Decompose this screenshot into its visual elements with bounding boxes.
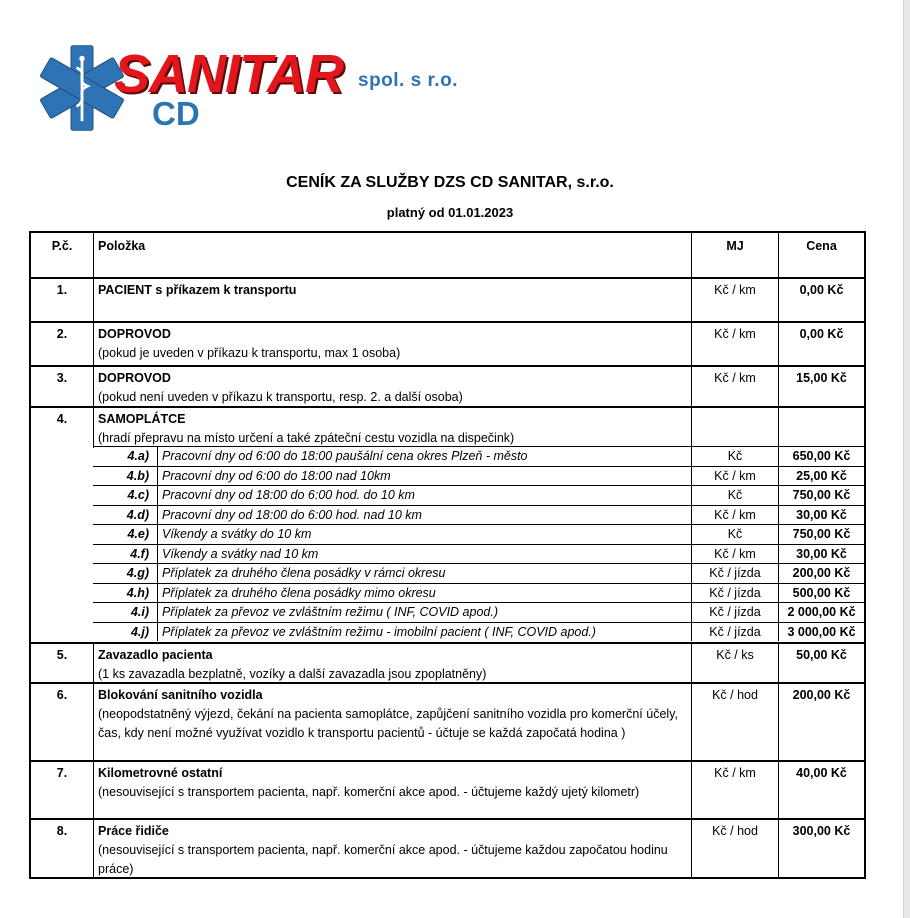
row-title: Práce řidiče [98,824,169,838]
table-row [31,642,864,682]
table-row [31,682,864,760]
subrow-code: 4.h) [126,585,149,600]
valid-from: platný od 01.01.2023 [386,205,514,220]
row-mj: Kč / km [691,279,778,321]
subrow-mj: Kč / jízda [691,564,778,583]
subrow-mj: Kč / jízda [691,603,778,622]
row-title: SAMOPLÁTCE [98,412,186,426]
row-item [93,279,691,321]
subrow-mj: Kč [691,486,778,505]
row-desc: (nesouvisející s transportem pacienta, např. komerční akce apod. - účtujeme každou započatou hodinu práce) [98,843,668,876]
subrow [93,563,864,583]
subrow-price: 650,00 Kč [778,447,864,466]
row-price: 0,00 Kč [778,323,864,365]
row-title: Zavazadlo pacienta [98,648,213,662]
row-num: 2. [56,327,68,341]
table-row [31,760,864,818]
row-item [93,684,691,760]
row-title: PACIENT s příkazem k transportu [98,283,297,297]
row-num: 4. [56,412,68,426]
row-price: 0,00 Kč [778,279,864,321]
subrow-mj: Kč / jízda [691,623,778,642]
row-num: 3. [56,371,68,385]
row-desc: (hradí přepravu na místo určení a také zpáteční cestu vozidla na dispečink) [98,431,515,445]
subrow-mj: Kč [691,525,778,544]
subrow-price: 2 000,00 Kč [778,603,864,622]
subrow-price: 30,00 Kč [778,545,864,564]
row-num: 5. [56,648,68,662]
subrow-desc: Pracovní dny od 6:00 do 18:00 paušální cena okres Plzeň - město [157,447,691,466]
subrow-code: 4.f) [130,546,149,561]
page-title: CENÍK ZA SLUŽBY DZS CD SANITAR, s.r.o. [286,174,614,191]
row-mj: Kč / km [691,762,778,818]
row-price: 40,00 Kč [778,762,864,818]
subrow-desc: Pracovní dny od 18:00 do 6:00 hod. nad 10 km [157,506,691,525]
subrow-price: 200,00 Kč [778,564,864,583]
subrow-price: 25,00 Kč [778,467,864,486]
subrow-code: 4.d) [126,507,149,522]
row-price [778,408,864,448]
row-desc: (1 ks zavazadla bezplatně, vozíky a další zavazadla jsou zpoplatněny) [98,667,487,681]
subrow-mj: Kč / km [691,545,778,564]
subrow-mj: Kč / km [691,506,778,525]
row-price: 300,00 Kč [778,820,864,877]
row-num: 6. [56,688,68,702]
subrow-desc: Příplatek za převoz ve zvláštním režimu ( INF, COVID apod.) [157,603,691,622]
subrow-desc: Víkendy a svátky do 10 km [157,525,691,544]
row-title: Blokování sanitního vozidla [98,688,263,702]
table-row [31,321,864,365]
subrow [93,622,864,642]
row-mj: Kč / hod [691,820,778,877]
table-row [31,277,864,321]
row-mj: Kč / km [691,323,778,365]
header-item: Položka [93,233,691,277]
row-desc: (pokud je uveden v příkazu k transportu, max 1 osoba) [98,346,401,360]
row-title: DOPROVOD [98,327,171,341]
header-num: P.č. [51,239,73,253]
subrow-desc: Příplatek za převoz ve zvláštním režimu - imobilní pacient ( INF, COVID apod.) [157,623,691,642]
row-price: 50,00 Kč [778,644,864,682]
subrow-mj: Kč / km [691,467,778,486]
header-price: Cena [778,233,864,277]
row-num: 1. [56,283,68,297]
logo-cd: CD [152,95,200,132]
subrow-price: 750,00 Kč [778,486,864,505]
subrow-code: 4.a) [127,449,149,463]
subrow-price: 3 000,00 Kč [778,623,864,642]
subrow-code: 4.b) [126,468,149,483]
page-edge [903,0,910,918]
logo-suffix: spol. s r.o. [358,70,458,91]
row-item [93,820,691,877]
subrow [93,544,864,564]
row-num: 8. [56,824,68,838]
company-logo [36,42,486,134]
row-item [93,644,691,682]
subrow [93,446,864,466]
row-num: 7. [56,766,68,780]
subrow [93,466,864,486]
subrow-desc: Příplatek za druhého člena posádky mimo okresu [157,584,691,603]
table-row [31,818,864,877]
subrow [93,505,864,525]
subrow-price: 30,00 Kč [778,506,864,525]
subrow-code: 4.g) [126,566,149,580]
row-price: 200,00 Kč [778,684,864,760]
table-header [31,233,864,277]
subrow-code: 4.j) [130,624,149,639]
row-desc: (pokud není uveden v příkazu k transportu, resp. 2. a další osoba) [98,390,463,404]
subrow-price: 750,00 Kč [778,525,864,544]
table-row [31,365,864,406]
row-mj [691,408,778,448]
row-item [93,367,691,406]
table-row [31,406,864,642]
subrow [93,524,864,544]
subrow-code: 4.c) [127,488,149,502]
subrow-code: 4.e) [127,527,149,541]
row-mj: Kč / ks [691,644,778,682]
subrow-mj: Kč [691,447,778,466]
header-mj: MJ [691,233,778,277]
row-title: Kilometrovné ostatní [98,766,223,780]
row-item [93,323,691,365]
logo-wordmark: SANITAR [114,44,343,104]
subrow-mj: Kč / jízda [691,584,778,603]
subrow-desc: Příplatek za druhého člena posádky v rámci okresu [157,564,691,583]
subrow [93,485,864,505]
subrow [93,583,864,603]
price-table [29,231,866,879]
subrow-code: 4.i) [130,605,149,619]
subrow-price: 500,00 Kč [778,584,864,603]
row-desc: (neopodstatněný výjezd, čekání na pacienta samoplátce, zapůjčení sanitního vozidla pro komerční účely, čas, kdy není možné využívat vozidlo k transportu pacientů - účtuje se každá započatá hodina ) [98,707,678,740]
row-item [93,408,691,448]
row-mj: Kč / hod [691,684,778,760]
subrow-desc: Víkendy a svátky nad 10 km [157,545,691,564]
row-item [93,762,691,818]
row-price: 15,00 Kč [778,367,864,406]
row-mj: Kč / km [691,367,778,406]
subrow-desc: Pracovní dny od 6:00 do 18:00 nad 10km [157,467,691,486]
row-title: DOPROVOD [98,371,171,385]
subrow-desc: Pracovní dny od 18:00 do 6:00 hod. do 10 km [157,486,691,505]
row-desc: (nesouvisející s transportem pacienta, např. komerční akce apod. - účtujeme každý ujetý kilometr) [98,785,640,799]
subrow [93,602,864,622]
